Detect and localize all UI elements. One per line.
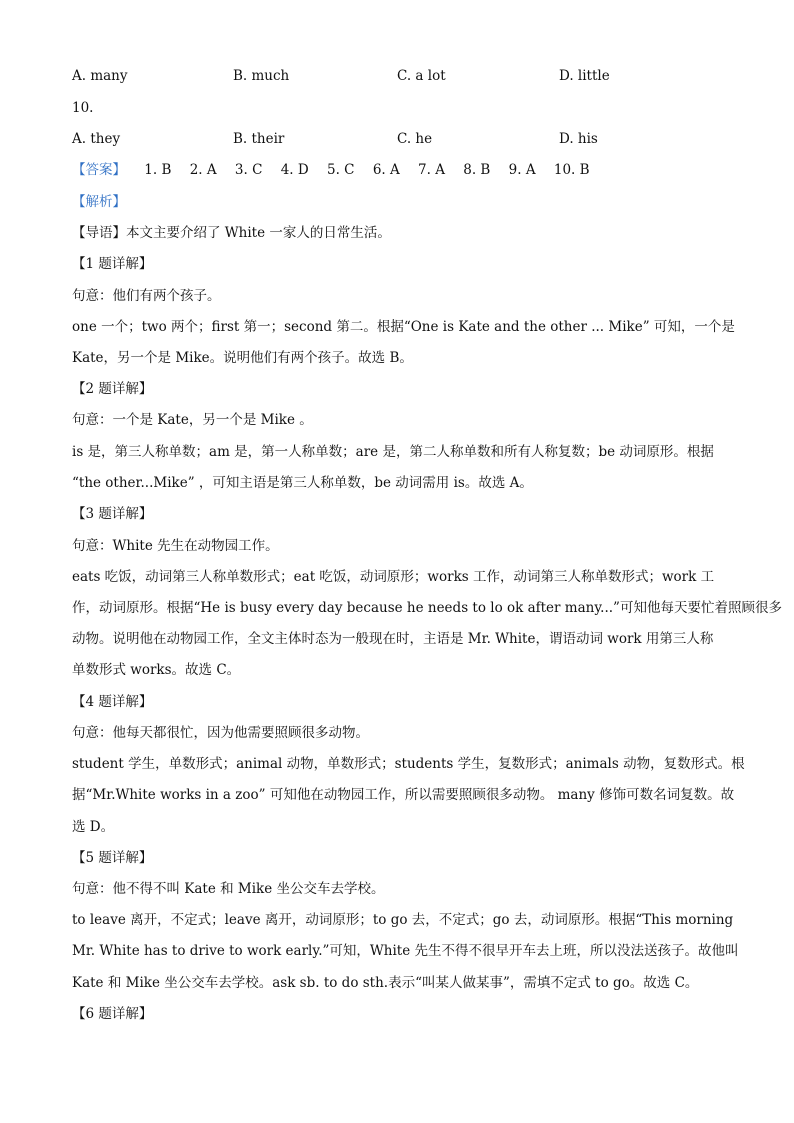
text-line: 据“Mr.White works in a zoo” 可知他在动物园工作，所以需要照顾很多动物。 many 修饰可数名词复数。故 bbox=[72, 787, 735, 803]
answer-item: 3. C bbox=[234, 162, 263, 178]
answer-item: 1. B bbox=[144, 162, 172, 178]
text-line: 动物。说明他在动物园工作，全文主体时态为一般现在时，主语是 Mr. White，谓语动词 work 用第三人称 bbox=[72, 631, 714, 647]
analysis-tag: 【解析】 bbox=[72, 194, 126, 210]
answer-tag: 【答案】 bbox=[72, 162, 126, 178]
q2-heading: 【2 题详解】 bbox=[72, 381, 153, 397]
answer-item: 4. D bbox=[280, 162, 309, 178]
q10-option-b: B. their bbox=[233, 131, 285, 147]
text-line: “the other...Mike” ，可知主语是第三人称单数，be 动词需用 is。故选 A。 bbox=[72, 475, 533, 491]
q9-option-b: B. much bbox=[233, 68, 290, 84]
answer-item: 6. A bbox=[372, 162, 400, 178]
text-line: Kate 和 Mike 坐公交车去学校。ask sb. to do sth.表示“叫某人做某事”，需填不定式 to go。故选 C。 bbox=[72, 975, 699, 991]
text-line: 选 D。 bbox=[72, 819, 115, 835]
q5-heading: 【5 题详解】 bbox=[72, 850, 153, 866]
text-line: 句意：他不得不叫 Kate 和 Mike 坐公交车去学校。 bbox=[72, 881, 385, 897]
text-line: 单数形式 works。故选 C。 bbox=[72, 662, 241, 678]
text-line: 句意：他们有两个孩子。 bbox=[72, 288, 221, 304]
answer-item: 9. A bbox=[508, 162, 536, 178]
intro-line: 【导语】本文主要介绍了 White 一家人的日常生活。 bbox=[72, 225, 391, 241]
text-line: Kate，另一个是 Mike。说明他们有两个孩子。故选 B。 bbox=[72, 350, 413, 366]
q10-option-c: C. he bbox=[397, 131, 433, 147]
text-line: student 学生，单数形式；animal 动物，单数形式；students 学生，复数形式；animals 动物，复数形式。根 bbox=[72, 756, 745, 772]
text-line: 句意：White 先生在动物园工作。 bbox=[72, 538, 279, 554]
q4-heading: 【4 题详解】 bbox=[72, 694, 153, 710]
text-line: eats 吃饭，动词第三人称单数形式；eat 吃饭，动词原形；works 工作，动词第三人称单数形式；work 工 bbox=[72, 569, 715, 585]
text-line: 作，动词原形。根据“He is busy every day because he needs to lo ok after many...”可知他每天要忙着照顾很多 bbox=[72, 600, 782, 616]
q6-heading: 【6 题详解】 bbox=[72, 1006, 153, 1022]
text-line: to leave 离开，不定式；leave 离开，动词原形；to go 去，不定式；go 去，动词原形。根据“This morning bbox=[72, 912, 734, 928]
text-line: one 一个；two 两个；first 第一；second 第二。根据“One is Kate and the other ... Mike” 可知，一个是 bbox=[72, 319, 735, 335]
q9-option-a: A. many bbox=[72, 68, 128, 84]
text-line: Mr. White has to drive to work early.”可知，White 先生不得不很早开车去上班，所以没法送孩子。故他叫 bbox=[72, 943, 739, 959]
q9-option-d: D. little bbox=[559, 68, 610, 84]
answer-item: 5. C bbox=[327, 162, 355, 178]
text-line: 句意：他每天都很忙，因为他需要照顾很多动物。 bbox=[72, 725, 369, 741]
answer-row bbox=[72, 160, 590, 180]
q10-number: 10. bbox=[72, 100, 94, 116]
q10-option-d: D. his bbox=[559, 131, 598, 147]
q10-option-a: A. they bbox=[72, 131, 121, 147]
answer-item: 10. B bbox=[553, 162, 590, 178]
answer-item: 2. A bbox=[189, 162, 217, 178]
text-line: is 是，第三人称单数；am 是，第一人称单数；are 是，第二人称单数和所有人称复数；be 动词原形。根据 bbox=[72, 444, 714, 460]
answer-item: 7. A bbox=[418, 162, 445, 178]
q9-option-c: C. a lot bbox=[397, 68, 446, 84]
q3-heading: 【3 题详解】 bbox=[72, 506, 153, 522]
answer-item: 8. B bbox=[463, 162, 491, 178]
q1-heading: 【1 题详解】 bbox=[72, 256, 153, 272]
text-line: 句意：一个是 Kate，另一个是 Mike 。 bbox=[72, 412, 313, 428]
